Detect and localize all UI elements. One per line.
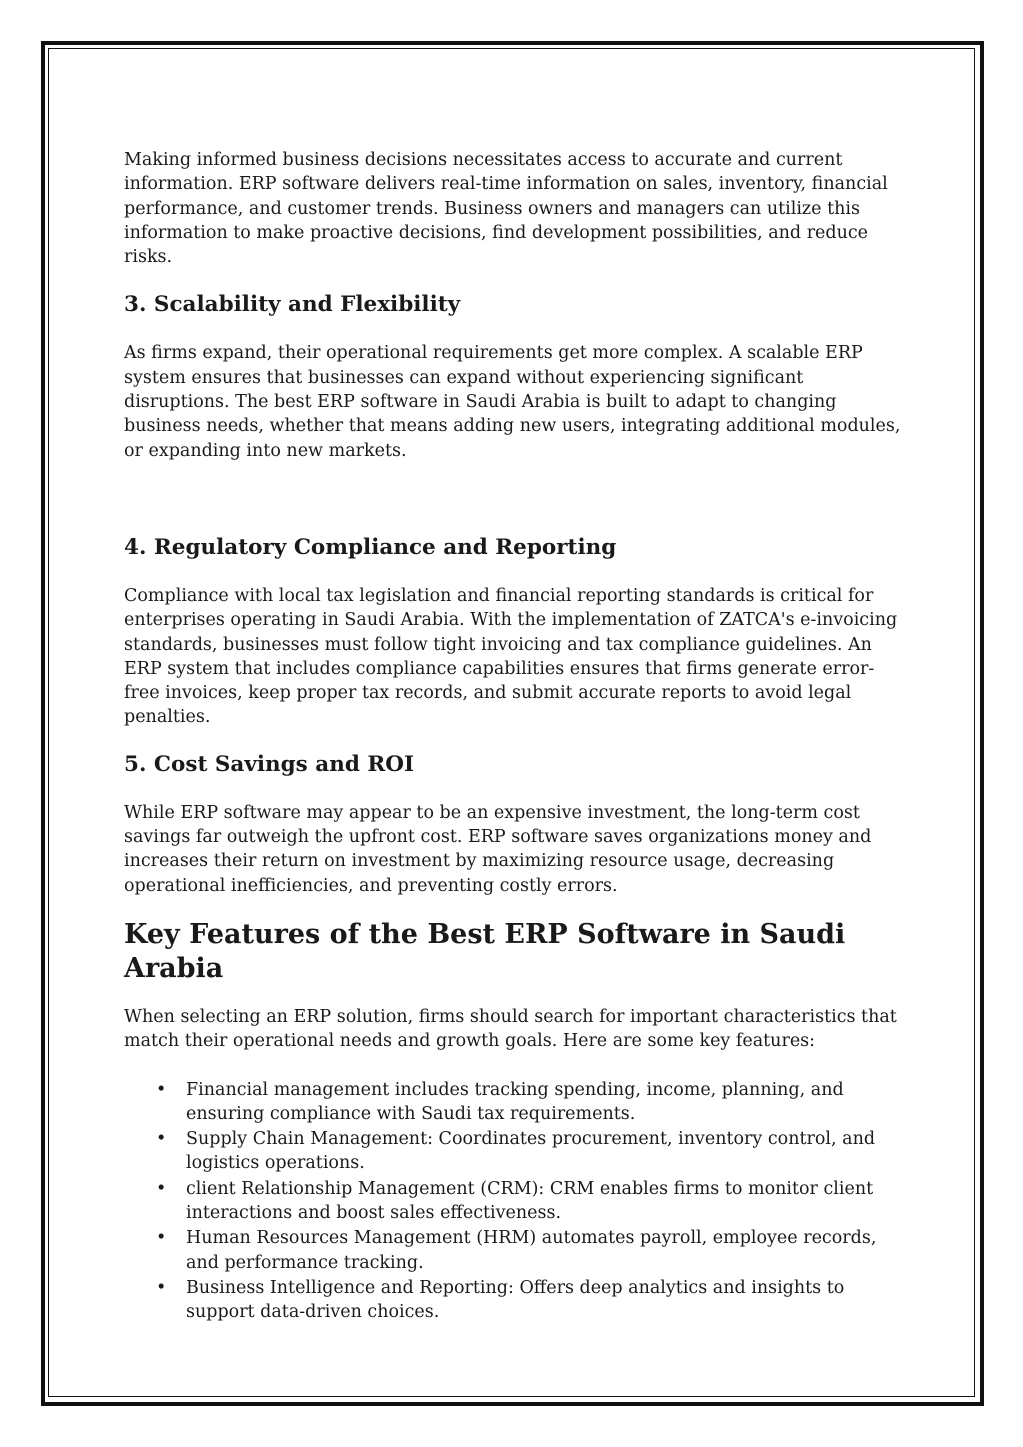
document-content [124, 148, 904, 1326]
paragraph-cost-savings: While ERP software may appear to be an expensive investment, the long-term cost savings far outweigh the upfront cost. ERP software saves organizations money and increases their return on investment by maximizing resource usage, decreasing operational inefficiencies, and preventing costly errors. [124, 802, 872, 896]
heading-key-features: Key Features of the Best ERP Software in Saudi Arabia [124, 918, 846, 984]
list-item [124, 1078, 904, 1127]
list-item-text: Human Resources Management (HRM) automates payroll, employee records, and performance tracking. [186, 1228, 877, 1273]
paragraph-key-features-intro: When selecting an ERP solution, firms should search for important characteristics that match their operational needs and growth goals. Here are some key features: [124, 1006, 897, 1052]
bullet-icon: • [156, 1079, 167, 1100]
features-list [124, 1078, 904, 1325]
bullet-icon: • [156, 1277, 167, 1298]
list-item-text: Supply Chain Management: Coordinates procurement, inventory control, and logistics operations. [186, 1129, 876, 1174]
paragraph-intro: Making informed business decisions necessitates access to accurate and current information. ERP software delivers real-time information on sales, inventory, financial performance, and customer trends. Business owners and managers can utilize this information to make proactive decisions, find development possibilities, and reduce risks. [124, 150, 888, 268]
paragraph-compliance: Compliance with local tax legislation and financial reporting standards is critical for enterprises operating in Saudi Arabia. With the implementation of ZATCA's e-invoicing standards, businesses must follow tight invoicing and tax compliance guidelines. An ERP system that includes compliance capabilities ensures that firms generate error-free invoices, keep proper tax records, and submit accurate reports to avoid legal penalties. [124, 585, 898, 728]
list-item-text: Business Intelligence and Reporting: Offers deep analytics and insights to support data-driven choices. [186, 1277, 845, 1323]
heading-compliance: 4. Regulatory Compliance and Reporting [124, 534, 617, 560]
list-item-text: client Relationship Management (CRM): CRM enables firms to monitor client interactions and boost sales effectiveness. [186, 1178, 874, 1224]
bullet-icon: • [156, 1228, 167, 1249]
list-item [124, 1177, 904, 1226]
list-item [124, 1276, 904, 1325]
heading-scalability: 3. Scalability and Flexibility [124, 292, 461, 318]
list-item [124, 1226, 904, 1275]
bullet-icon: • [156, 1178, 167, 1199]
heading-cost-savings: 5. Cost Savings and ROI [124, 751, 415, 777]
bullet-icon: • [156, 1129, 167, 1150]
list-item [124, 1127, 904, 1176]
list-item-text: Financial management includes tracking spending, income, planning, and ensuring compliance with Saudi tax requirements. [186, 1079, 844, 1124]
paragraph-scalability: As firms expand, their operational requirements get more complex. A scalable ERP system ensures that businesses can expand without experiencing significant disruptions. The best ERP software in Saudi Arabia is built to adapt to changing business needs, whether that means adding new users, integrating additional modules, or expanding into new markets. [124, 343, 901, 461]
